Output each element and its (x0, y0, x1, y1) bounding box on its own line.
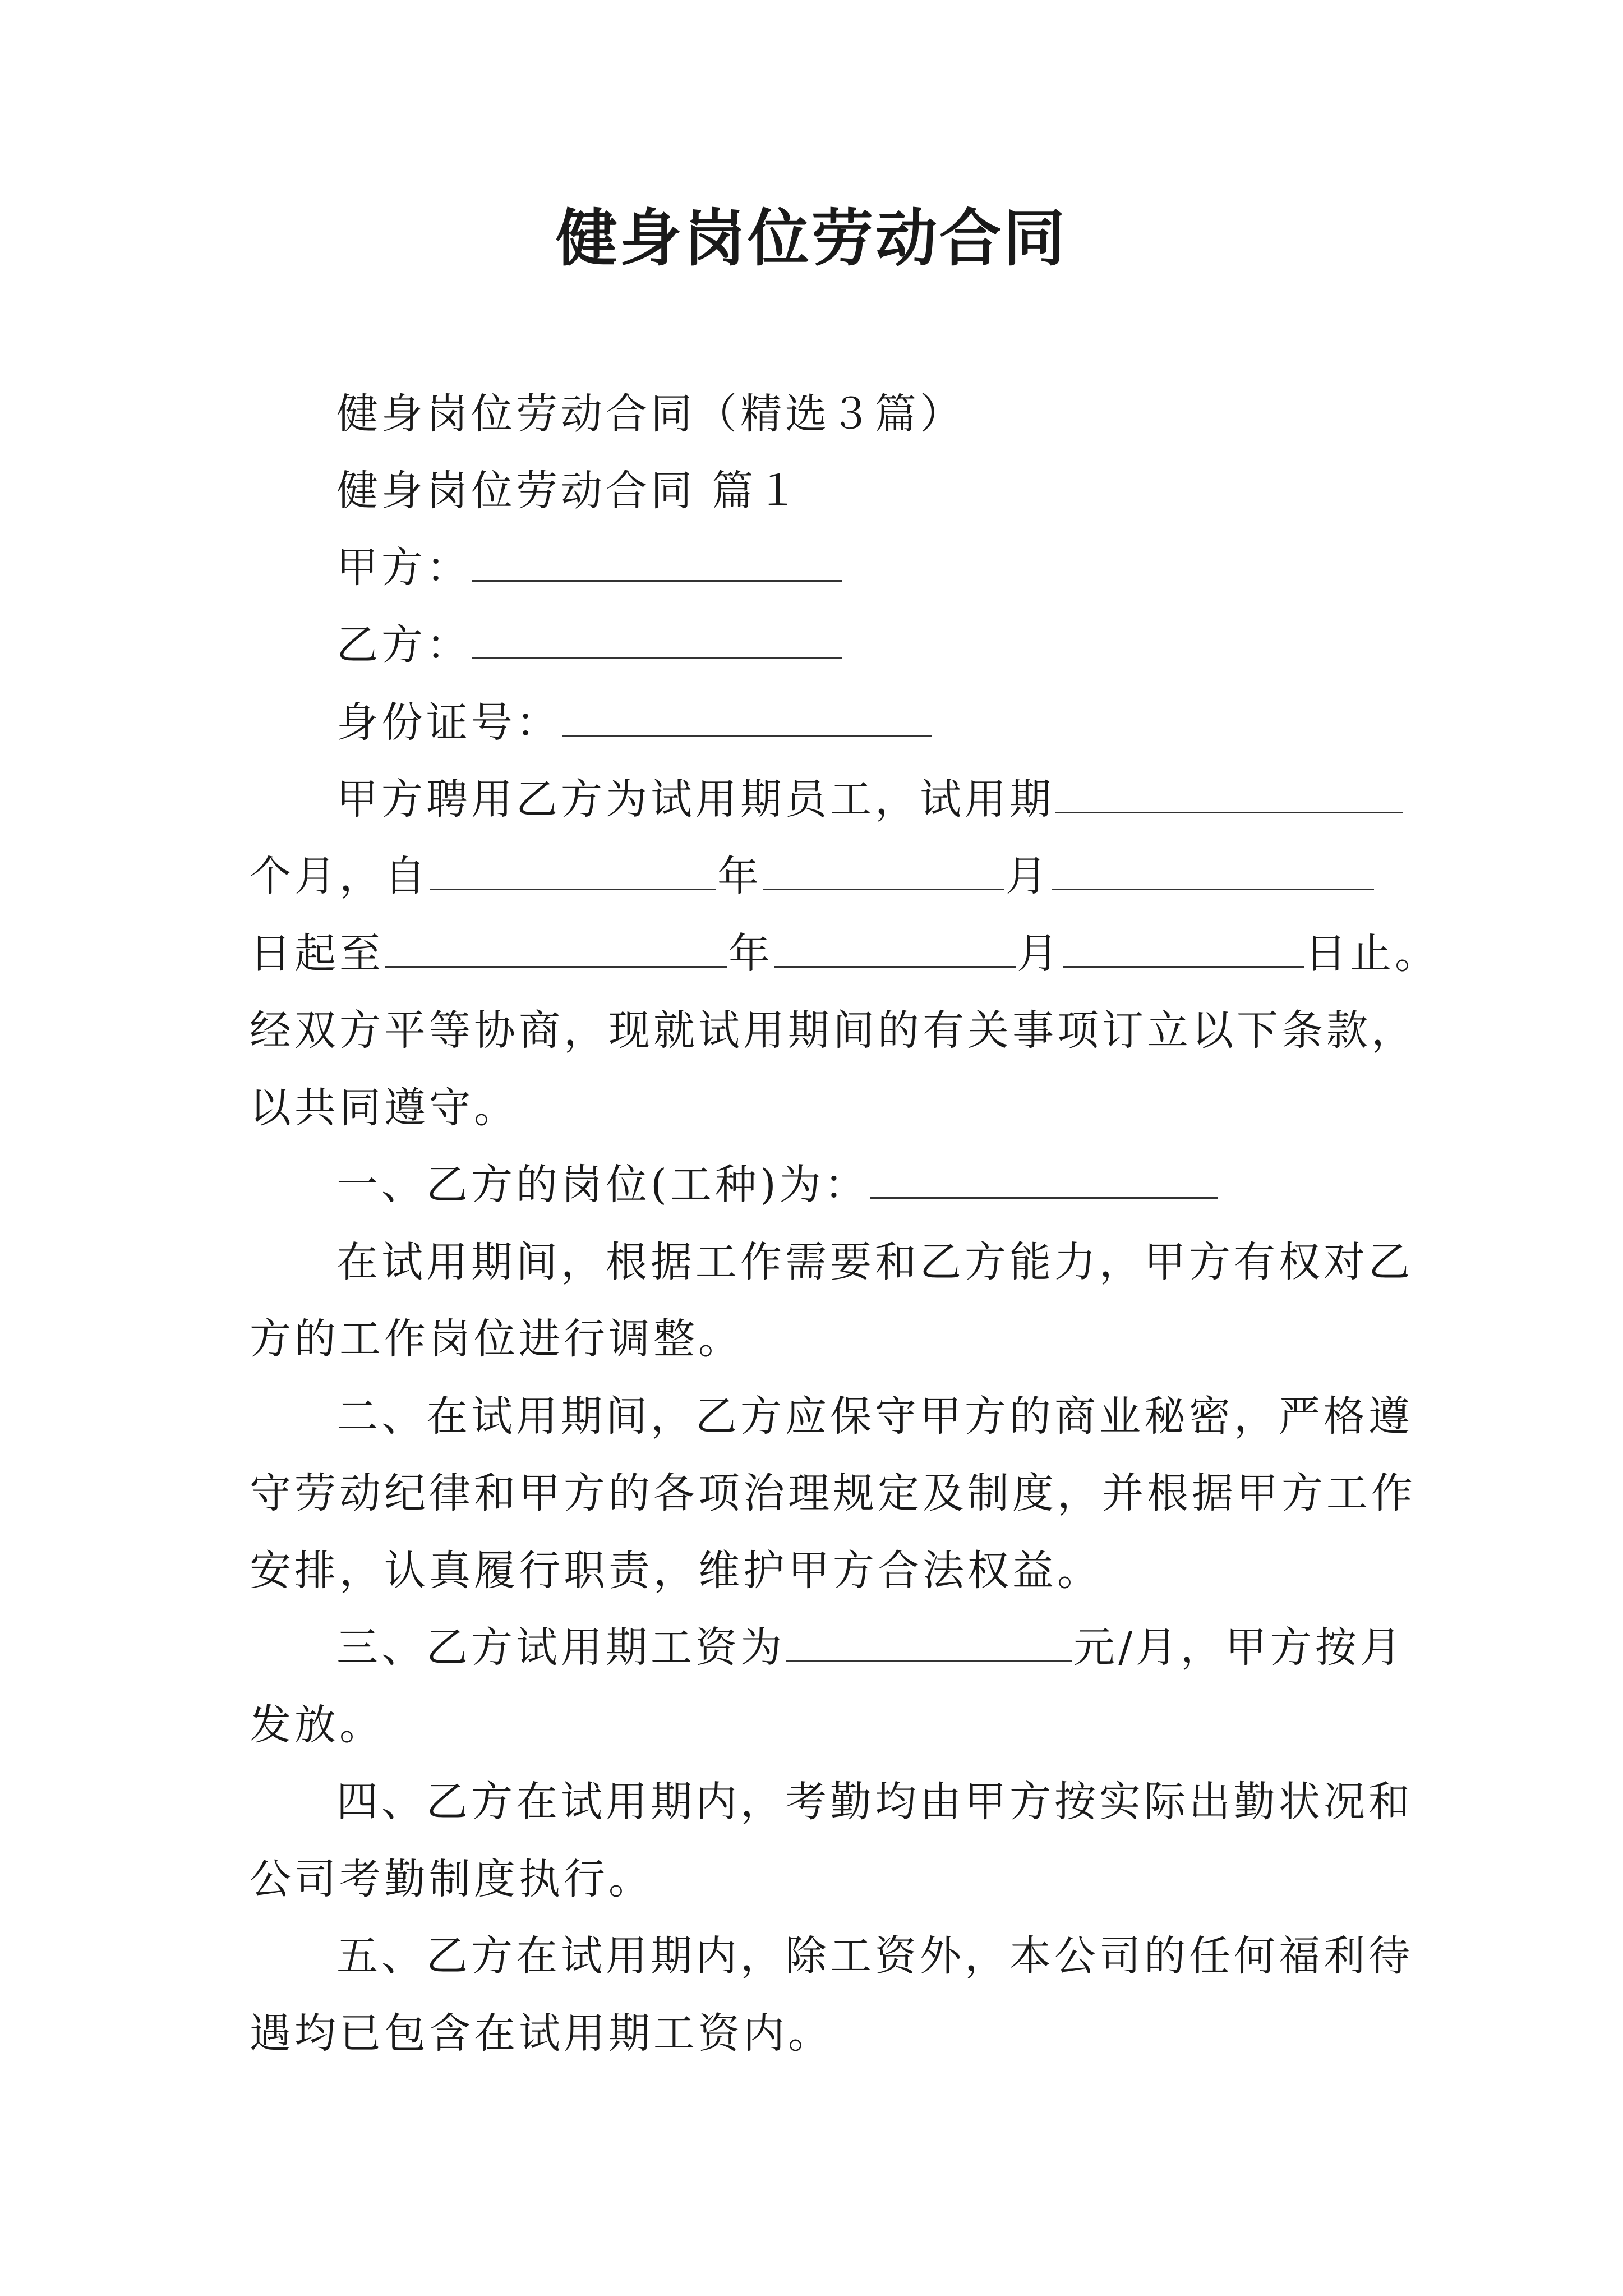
start-day-field[interactable] (1052, 849, 1374, 890)
intro-line-3 (250, 926, 1440, 982)
probation-months-field[interactable] (1055, 772, 1403, 813)
clause-1-line-2: 在试用期间，根据工作需要和乙方能力，甲方有权对乙 (336, 1238, 1413, 1286)
position-field[interactable] (870, 1158, 1218, 1199)
clause-4-line-1: 四、乙方在试用期内，考勤均由甲方按实际出勤状况和 (336, 1778, 1413, 1826)
party-b-label: 乙方： (336, 621, 471, 669)
intro-line-5: 以共同遵守。 (250, 1084, 519, 1132)
clause-5-line-1: 五、乙方在试用期内，除工资外，本公司的任何福利待 (336, 1932, 1413, 1980)
document-title: 健身岗位劳动合同 (556, 203, 1067, 274)
party-a-field[interactable] (472, 541, 842, 582)
intro-text-2c: 月 (1006, 852, 1050, 900)
salary-field[interactable] (786, 1621, 1072, 1662)
intro-text-3c: 月 (1017, 930, 1062, 978)
intro-text-3a: 日起至 (250, 930, 384, 978)
clause-5-line-2: 遇均已包含在试用期工资内。 (250, 2009, 833, 2058)
intro-line-4: 经双方平等协商，现就试用期间的有关事项订立以下条款， (250, 1006, 1416, 1055)
intro-line-2 (250, 848, 1375, 904)
id-number-label: 身份证号： (336, 698, 561, 747)
intro-text-3b: 年 (728, 930, 773, 978)
id-number-field[interactable] (562, 696, 932, 737)
clause-3-text-b: 元/月，甲方按月 (1073, 1623, 1405, 1672)
party-a-row (336, 540, 843, 596)
end-month-field[interactable] (774, 927, 1016, 968)
section-heading: 健身岗位劳动合同 篇１ (336, 467, 802, 515)
clause-1-line-3: 方的工作岗位进行调整。 (250, 1315, 743, 1363)
clause-3-line-1 (336, 1619, 1405, 1676)
party-b-field[interactable] (472, 618, 842, 659)
clause-3-text-a: 三、乙方试用期工资为 (336, 1623, 785, 1672)
end-year-field[interactable] (385, 927, 727, 968)
clause-2-line-3: 安排，认真履行职责，维护甲方合法权益。 (250, 1547, 1102, 1595)
clause-2-line-1: 二、在试用期间，乙方应保守甲方的商业秘密，严格遵 (336, 1392, 1413, 1441)
start-month-field[interactable] (763, 849, 1004, 890)
party-a-label: 甲方： (336, 544, 471, 592)
intro-line-1 (336, 771, 1404, 827)
clause-4-line-2: 公司考勤制度执行。 (250, 1855, 653, 1903)
start-year-field[interactable] (430, 849, 716, 890)
intro-text-3d: 日止。 (1305, 930, 1440, 978)
clause-1-text: 一、乙方的岗位(工种)为： (336, 1161, 869, 1209)
subtitle: 健身岗位劳动合同（精选３篇） (336, 390, 965, 438)
intro-text-1: 甲方聘用乙方为试用期员工，试用期 (336, 775, 1054, 823)
intro-text-2a: 个月，自 (250, 852, 429, 900)
id-number-row (336, 694, 933, 751)
clause-1-line-1 (336, 1157, 1219, 1213)
clause-2-line-2: 守劳动纪律和甲方的各项治理规定及制度，并根据甲方工作 (250, 1469, 1416, 1517)
party-b-row (336, 617, 843, 673)
intro-text-2b: 年 (717, 852, 762, 900)
end-day-field[interactable] (1063, 927, 1304, 968)
clause-3-line-2: 发放。 (250, 1701, 384, 1749)
